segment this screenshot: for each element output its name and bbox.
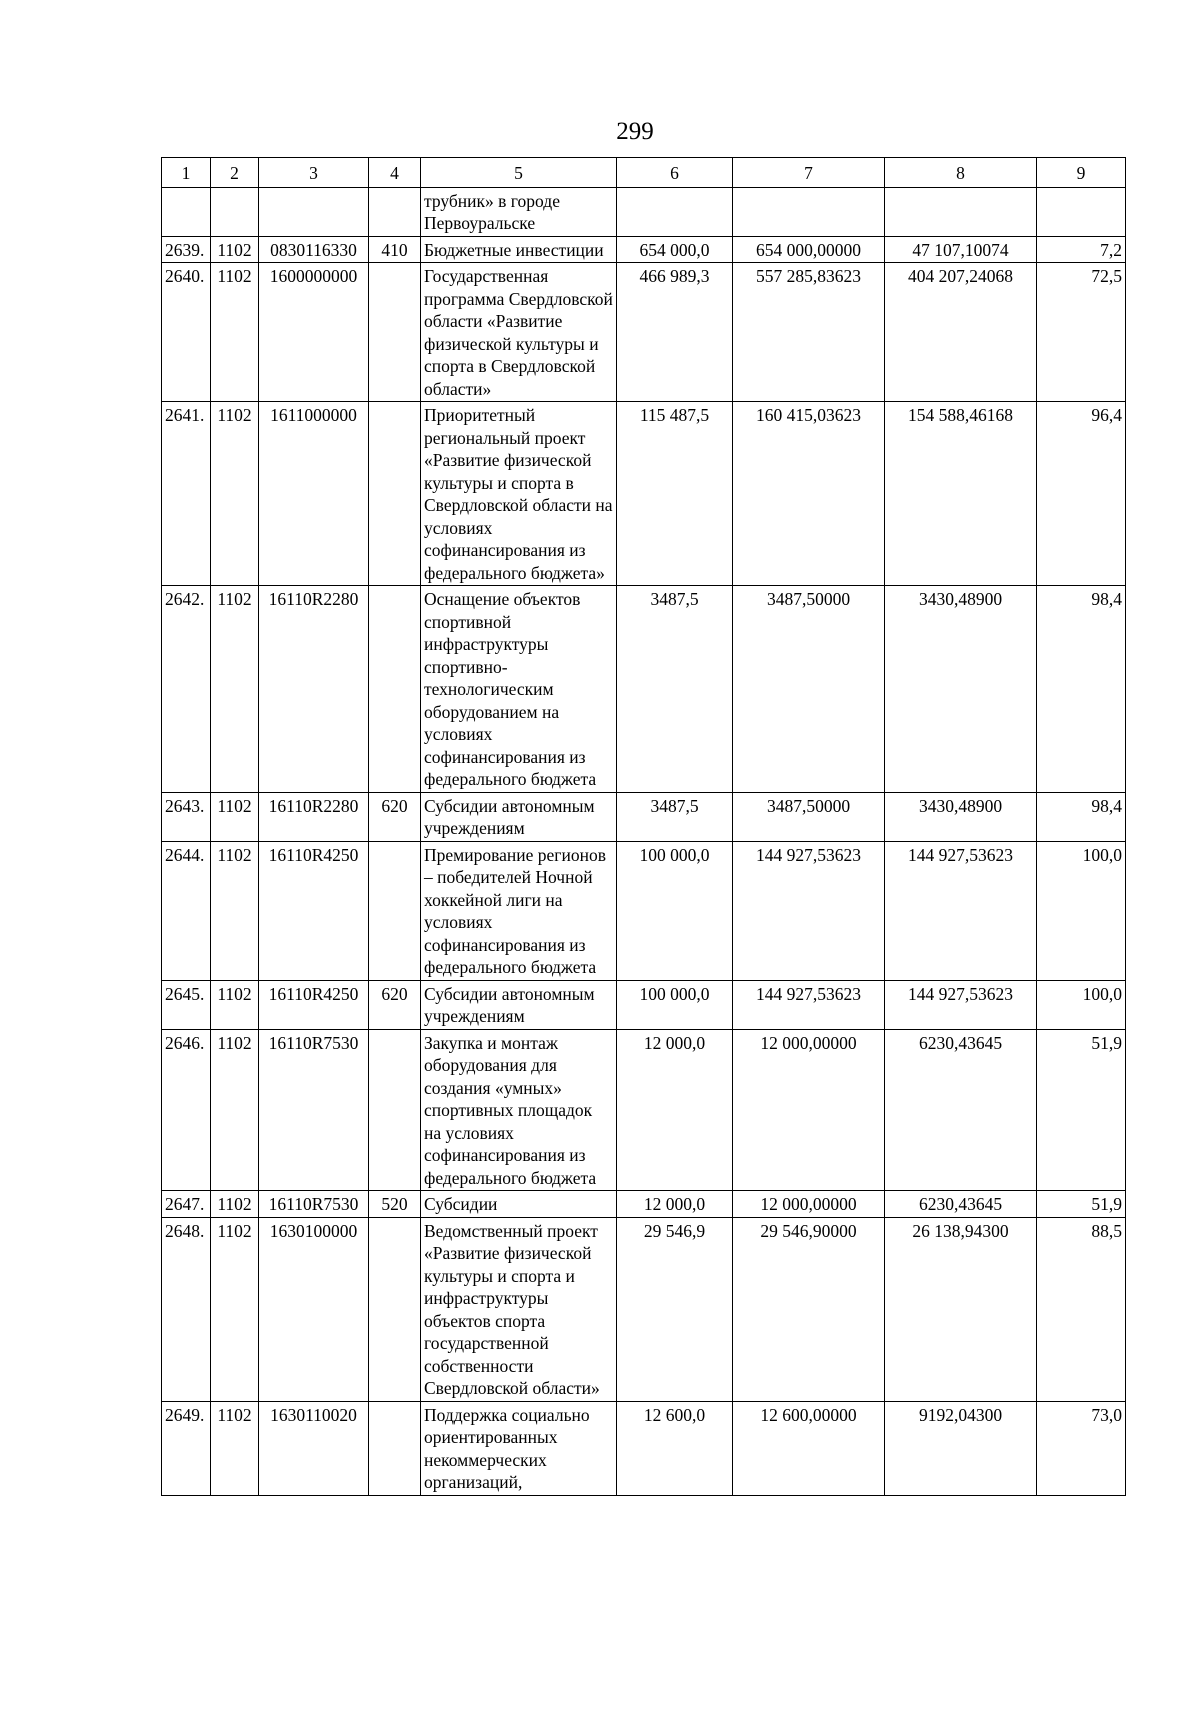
cell-col-8: 6230,43645 xyxy=(885,1191,1037,1218)
table-row xyxy=(162,402,1126,586)
cell-section: 1102 xyxy=(211,1191,259,1218)
cell-target-code: 16110R7530 xyxy=(259,1029,369,1191)
cell-col-9: 72,5 xyxy=(1037,263,1126,402)
cell-expense-type xyxy=(369,1217,421,1401)
cell-section: 1102 xyxy=(211,980,259,1029)
cell-name: Оснащение объектов спортивной инфраструктуры спортивно-технологическим оборудованием на условиях софинансирования из федерального бюджета xyxy=(421,586,617,793)
cell-col-9: 100,0 xyxy=(1037,980,1126,1029)
cell-col-8: 6230,43645 xyxy=(885,1029,1037,1191)
cell-target-code: 1630110020 xyxy=(259,1401,369,1495)
cell-name: Субсидии xyxy=(421,1191,617,1218)
cell-col-7: 29 546,90000 xyxy=(733,1217,885,1401)
cell-target-code xyxy=(259,187,369,236)
cell-name: Поддержка социально ориентированных некоммерческих организаций, xyxy=(421,1401,617,1495)
cell-col-8 xyxy=(885,187,1037,236)
table-row xyxy=(162,792,1126,841)
cell-col-8: 9192,04300 xyxy=(885,1401,1037,1495)
cell-col-7: 3487,50000 xyxy=(733,792,885,841)
cell-expense-type xyxy=(369,187,421,236)
cell-section: 1102 xyxy=(211,263,259,402)
table-row xyxy=(162,841,1126,980)
cell-expense-type: 620 xyxy=(369,792,421,841)
cell-col-7: 144 927,53623 xyxy=(733,841,885,980)
cell-name: Закупка и монтаж оборудования для создания «умных» спортивных площадок на условиях софинансирования из федерального бюджета xyxy=(421,1029,617,1191)
header-col-1: 1 xyxy=(162,158,211,188)
page-number: 299 xyxy=(616,118,654,145)
cell-expense-type xyxy=(369,1029,421,1191)
header-col-4: 4 xyxy=(369,158,421,188)
cell-col-6 xyxy=(617,187,733,236)
cell-row-number: 2644. xyxy=(162,841,211,980)
cell-col-7: 12 600,00000 xyxy=(733,1401,885,1495)
cell-col-8: 47 107,10074 xyxy=(885,236,1037,263)
cell-col-8: 26 138,94300 xyxy=(885,1217,1037,1401)
cell-col-8: 144 927,53623 xyxy=(885,841,1037,980)
cell-expense-type xyxy=(369,841,421,980)
cell-target-code: 16110R4250 xyxy=(259,980,369,1029)
cell-col-8: 154 588,46168 xyxy=(885,402,1037,586)
cell-section: 1102 xyxy=(211,1401,259,1495)
cell-name: Субсидии автономным учреждениям xyxy=(421,980,617,1029)
cell-col-6: 3487,5 xyxy=(617,792,733,841)
cell-section: 1102 xyxy=(211,792,259,841)
cell-target-code: 16110R4250 xyxy=(259,841,369,980)
table-row xyxy=(162,236,1126,263)
cell-name: Приоритетный региональный проект «Развитие физической культуры и спорта в Свердловской области на условиях софинансирования из федерального бюджета» xyxy=(421,402,617,586)
cell-col-7: 3487,50000 xyxy=(733,586,885,793)
table-row xyxy=(162,1191,1126,1218)
table-row xyxy=(162,980,1126,1029)
cell-expense-type: 520 xyxy=(369,1191,421,1218)
header-col-3: 3 xyxy=(259,158,369,188)
header-col-6: 6 xyxy=(617,158,733,188)
table-row xyxy=(162,1029,1126,1191)
cell-col-9: 100,0 xyxy=(1037,841,1126,980)
header-col-7: 7 xyxy=(733,158,885,188)
cell-col-6: 100 000,0 xyxy=(617,980,733,1029)
cell-col-7: 144 927,53623 xyxy=(733,980,885,1029)
cell-row-number: 2640. xyxy=(162,263,211,402)
cell-target-code: 16110R7530 xyxy=(259,1191,369,1218)
cell-col-8: 3430,48900 xyxy=(885,586,1037,793)
cell-target-code: 16110R2280 xyxy=(259,586,369,793)
table-row xyxy=(162,1401,1126,1495)
cell-row-number xyxy=(162,187,211,236)
cell-name: Бюджетные инвестиции xyxy=(421,236,617,263)
budget-table xyxy=(161,157,1126,1496)
cell-col-6: 466 989,3 xyxy=(617,263,733,402)
cell-col-7 xyxy=(733,187,885,236)
cell-col-7: 12 000,00000 xyxy=(733,1029,885,1191)
cell-col-6: 654 000,0 xyxy=(617,236,733,263)
table-header xyxy=(162,158,1126,188)
cell-row-number: 2643. xyxy=(162,792,211,841)
cell-row-number: 2641. xyxy=(162,402,211,586)
cell-row-number: 2649. xyxy=(162,1401,211,1495)
cell-section: 1102 xyxy=(211,586,259,793)
cell-col-9: 7,2 xyxy=(1037,236,1126,263)
header-row xyxy=(162,158,1126,188)
cell-name: Премирование регионов – победителей Ночной хоккейной лиги на условиях софинансирования из федерального бюджета xyxy=(421,841,617,980)
cell-col-6: 115 487,5 xyxy=(617,402,733,586)
cell-col-6: 100 000,0 xyxy=(617,841,733,980)
cell-section: 1102 xyxy=(211,841,259,980)
cell-expense-type: 410 xyxy=(369,236,421,263)
cell-col-6: 12 600,0 xyxy=(617,1401,733,1495)
cell-section: 1102 xyxy=(211,236,259,263)
cell-name: Ведомственный проект «Развитие физической культуры и спорта и инфраструктуры объектов спорта государственной собственности Свердловской области» xyxy=(421,1217,617,1401)
cell-target-code: 16110R2280 xyxy=(259,792,369,841)
cell-col-7: 160 415,03623 xyxy=(733,402,885,586)
cell-col-9: 51,9 xyxy=(1037,1029,1126,1191)
cell-row-number: 2645. xyxy=(162,980,211,1029)
table-row xyxy=(162,586,1126,793)
cell-name: Государственная программа Свердловской области «Развитие физической культуры и спорта в Свердловской области» xyxy=(421,263,617,402)
cell-section xyxy=(211,187,259,236)
cell-col-6: 29 546,9 xyxy=(617,1217,733,1401)
cell-col-9: 96,4 xyxy=(1037,402,1126,586)
cell-section: 1102 xyxy=(211,1029,259,1191)
cell-col-7: 557 285,83623 xyxy=(733,263,885,402)
cell-section: 1102 xyxy=(211,402,259,586)
cell-row-number: 2642. xyxy=(162,586,211,793)
cell-name: трубник» в городе Первоуральске xyxy=(421,187,617,236)
cell-col-7: 12 000,00000 xyxy=(733,1191,885,1218)
cell-col-9: 51,9 xyxy=(1037,1191,1126,1218)
cell-section: 1102 xyxy=(211,1217,259,1401)
cell-col-8: 404 207,24068 xyxy=(885,263,1037,402)
cell-row-number: 2639. xyxy=(162,236,211,263)
cell-target-code: 1630100000 xyxy=(259,1217,369,1401)
cell-row-number: 2648. xyxy=(162,1217,211,1401)
cell-col-9: 73,0 xyxy=(1037,1401,1126,1495)
cell-expense-type: 620 xyxy=(369,980,421,1029)
cell-col-9: 88,5 xyxy=(1037,1217,1126,1401)
cell-row-number: 2647. xyxy=(162,1191,211,1218)
table-row xyxy=(162,1217,1126,1401)
cell-target-code: 0830116330 xyxy=(259,236,369,263)
table-row xyxy=(162,263,1126,402)
cell-expense-type xyxy=(369,1401,421,1495)
table-row xyxy=(162,187,1126,236)
header-col-9: 9 xyxy=(1037,158,1126,188)
cell-col-8: 144 927,53623 xyxy=(885,980,1037,1029)
cell-expense-type xyxy=(369,263,421,402)
header-col-2: 2 xyxy=(211,158,259,188)
cell-col-7: 654 000,00000 xyxy=(733,236,885,263)
cell-target-code: 1600000000 xyxy=(259,263,369,402)
cell-target-code: 1611000000 xyxy=(259,402,369,586)
cell-col-6: 12 000,0 xyxy=(617,1029,733,1191)
cell-col-6: 3487,5 xyxy=(617,586,733,793)
cell-expense-type xyxy=(369,402,421,586)
cell-name: Субсидии автономным учреждениям xyxy=(421,792,617,841)
cell-expense-type xyxy=(369,586,421,793)
cell-row-number: 2646. xyxy=(162,1029,211,1191)
header-col-5: 5 xyxy=(421,158,617,188)
cell-col-8: 3430,48900 xyxy=(885,792,1037,841)
table-body xyxy=(162,187,1126,1495)
cell-col-9 xyxy=(1037,187,1126,236)
cell-col-9: 98,4 xyxy=(1037,586,1126,793)
header-col-8: 8 xyxy=(885,158,1037,188)
cell-col-6: 12 000,0 xyxy=(617,1191,733,1218)
cell-col-9: 98,4 xyxy=(1037,792,1126,841)
